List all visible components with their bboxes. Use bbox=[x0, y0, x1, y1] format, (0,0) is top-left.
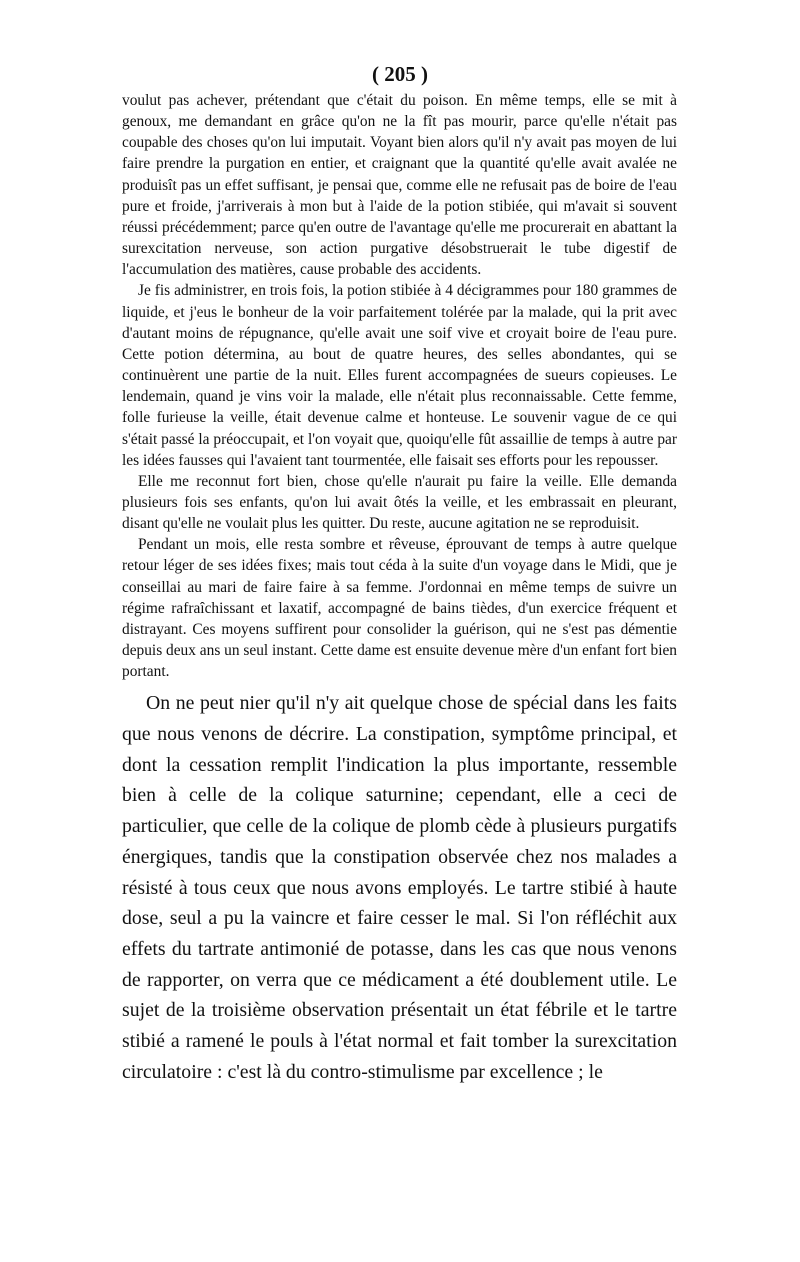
paragraph-recognition: Elle me reconnut fort bien, chose qu'elle n'aurait pu faire la veille. Elle demanda plusieurs fois ses enfants, qu'on lui avait ôtés la veille, et les embrassait en pleurant, disant qu'elle ne voulait plus les quitter. Du reste, aucune agitation ne se reproduisit. bbox=[122, 472, 677, 533]
paragraph-potion-administration: Je fis administrer, en trois fois, la potion stibiée à 4 décigrammes pour 180 grammes de liquide, et j'eus le bonheur de la voir parfaitement tolérée par la malade, qui la prit avec d'autant moins de répugnance, qu'elle avait une soif vive et croyait boire de l'eau pure. Cette potion détermina, au bout de quatre heures, des selles abondantes, qui se continuèrent une partie de la nuit. Elles furent accompagnées de sueurs copieuses. Le lendemain, quand je vins voir la malade, elle n'était plus reconnaissable. Cette femme, folle furieuse la veille, était devenue calme et honteuse. Le souvenir vague de ce qui s'était passé la préoccupait, et l'on voyait que, quoiqu'elle fût assaillie de temps à autre par les idées fausses qui l'avaient tant tourmentée, elle faisait ses efforts pour les repousser. bbox=[122, 282, 677, 469]
page-body bbox=[122, 90, 677, 1088]
paragraph-recovery: Pendant un mois, elle resta sombre et rêveuse, éprouvant de temps à autre quelque retour léger de ses idées fixes; mais tout céda à la suite d'un voyage dans le Midi, que je conseillai au mari de faire faire à sa femme. J'ordonnai en même temps de suivre un régime rafraîchissant et laxatif, accompagné de bains tièdes, d'un exercice fréquent et distrayant. Ces moyens suffirent pour consolider la guérison, qui ne s'est pas démentie depuis deux ans un seul instant. Cette dame est ensuite devenue mère d'un enfant fort bien portant. bbox=[122, 536, 677, 681]
paragraph-discussion: On ne peut nier qu'il n'y ait quelque chose de spécial dans les faits que nous venons de décrire. La constipation, symptôme principal, et dont la cessation remplit l'indication la plus importante, ressemble bien à celle de la colique saturnine; cependant, elle a ceci de particulier, que celle de la colique de plomb cède à plusieurs purgatifs énergiques, tandis que la constipation observée chez nos malades a résisté à tous ceux que nous avons employés. Le tartre stibié à haute dose, seul a pu la vaincre et faire cesser le mal. Si l'on réfléchit aux effets du tartrate antimonié de potasse, dans les cas que nous venons de rapporter, on verra que ce médicament a été doublement utile. Le sujet de la troisième observation présentait un état fébrile et le tartre stibié a ramené le pouls à l'état normal et fait tomber la surexcitation circulatoire : c'est là du contro-stimulisme par excellence ; le bbox=[122, 692, 677, 1083]
page-number: ( 205 ) bbox=[372, 62, 428, 86]
paragraph-continuation: voulut pas achever, prétendant que c'était du poison. En même temps, elle se mit à genoux, me demandant en grâce qu'on ne la fît pas mourir, parce qu'elle n'était pas coupable des choses qu'on lui imputait. Voyant bien alors qu'il n'y avait pas moyen de lui faire prendre la purgation en entier, et craignant que la quantité qu'elle avait avalée ne produisît pas un effet suffisant, je pensai que, comme elle ne refusait pas de boire de l'eau pure et froide, j'arriverais à mon but à l'aide de la potion stibiée, qui m'avait si souvent réussi précédemment; parce qu'en outre de l'avantage qu'elle me procurerait en abattant la surexcitation nerveuse, son action purgative désobstruerait le tube digestif de l'accumulation des matières, cause probable des accidents. bbox=[122, 92, 677, 279]
